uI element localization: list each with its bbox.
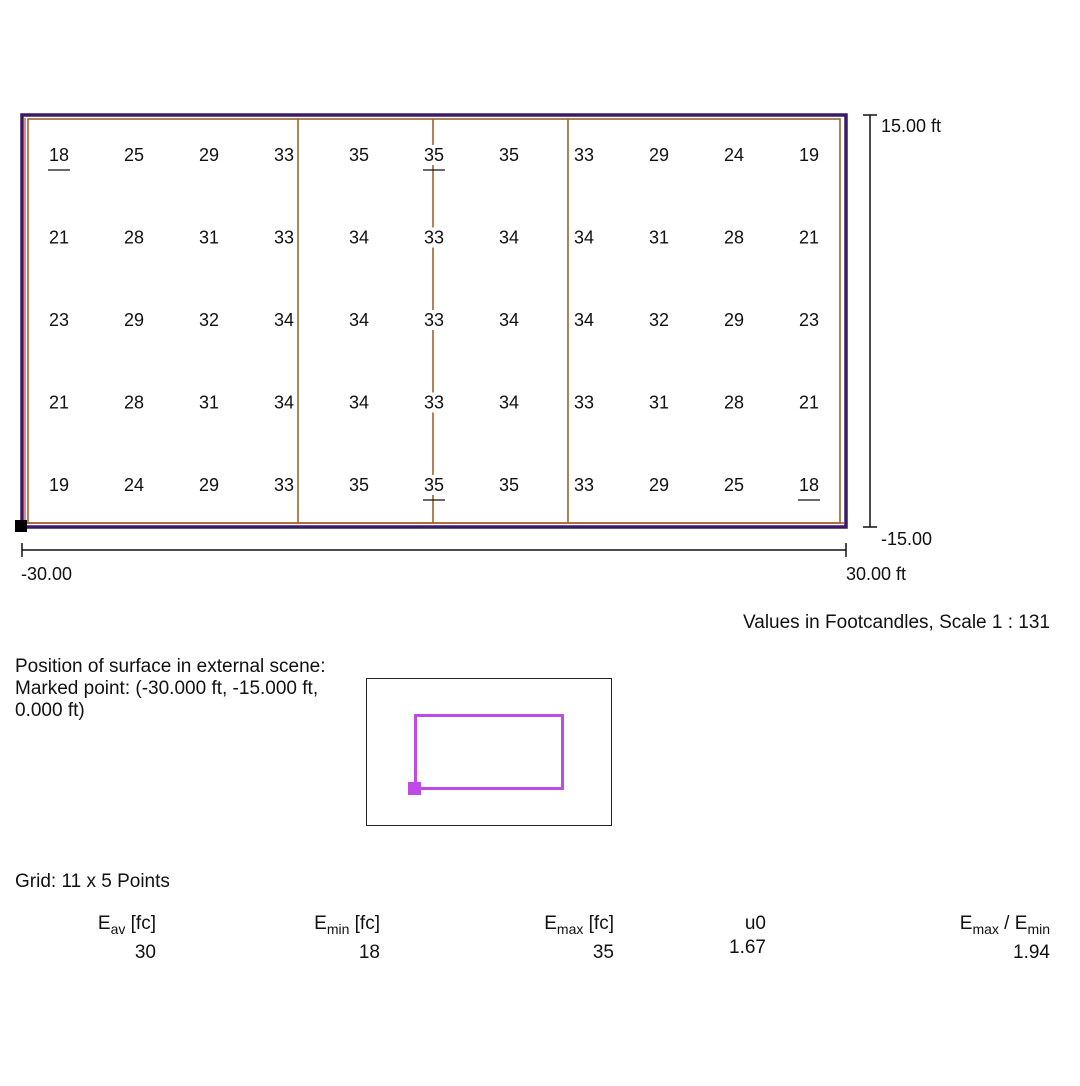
grid-value: 35 [348, 145, 370, 165]
grid-value: 29 [648, 145, 670, 165]
grid-value: 33 [273, 475, 295, 495]
grid-value: 24 [723, 145, 745, 165]
y-axis-bottom-label: -15.00 [881, 529, 933, 549]
stat-emax-value: 35 [592, 941, 614, 963]
grid-values [48, 145, 820, 500]
grid-value: 32 [198, 310, 220, 330]
stat-ratio [960, 912, 1050, 965]
grid-value: 34 [498, 310, 520, 330]
grid-value: 31 [648, 227, 670, 248]
grid-value: 34 [273, 310, 295, 330]
grid-value: 33 [423, 310, 445, 330]
grid-value: 33 [273, 227, 295, 248]
stat-u0 [729, 912, 766, 960]
grid-value: 34 [573, 227, 595, 248]
stat-emax [544, 912, 614, 965]
grid-value: 28 [723, 227, 745, 248]
grid-value: 28 [123, 227, 145, 248]
marked-point-line: Marked point: (-30.000 ft, -15.000 ft, [15, 678, 319, 699]
grid-label: Grid: 11 x 5 Points [15, 871, 170, 892]
grid-value: 29 [123, 310, 145, 330]
grid-value: 19 [798, 145, 820, 165]
stat-eav [98, 912, 156, 965]
grid-value: 31 [198, 227, 220, 248]
grid-value: 33 [573, 392, 595, 413]
stat-ratio-value: 1.94 [1013, 941, 1050, 963]
grid-value: 25 [723, 475, 745, 495]
grid-value: 29 [648, 475, 670, 495]
grid-value: 32 [648, 310, 670, 330]
grid-value: 33 [573, 145, 595, 165]
grid-value: 18 [48, 145, 70, 165]
x-axis-right-label: 30.00 ft [846, 564, 907, 584]
grid-value: 19 [48, 475, 70, 495]
grid-value: 35 [348, 475, 370, 495]
grid-value: 35 [423, 145, 445, 165]
grid-value: 24 [123, 475, 145, 495]
surface-outline [414, 714, 564, 790]
grid-value: 28 [723, 392, 745, 413]
grid-value: 21 [48, 392, 70, 413]
surface-position-info [15, 656, 365, 722]
grid-value: 33 [573, 475, 595, 495]
grid-value: 29 [723, 310, 745, 330]
stat-eav-value: 30 [134, 941, 156, 963]
grid-value: 31 [198, 392, 220, 413]
external-scene-thumbnail [366, 678, 612, 826]
grid-value: 25 [123, 145, 145, 165]
scale-note: Values in Footcandles, Scale 1 : 131 [742, 612, 1050, 633]
grid-value: 23 [798, 310, 820, 330]
grid-value: 29 [198, 145, 220, 165]
grid-value: 34 [498, 227, 520, 248]
marked-point [15, 520, 27, 532]
grid-value: 34 [273, 392, 295, 413]
stat-emin [314, 912, 380, 965]
stat-emax-header: $E_{max}$ [fc] [544, 913, 614, 937]
grid-value: 35 [423, 475, 445, 495]
stat-emin-header: $E_{min}$ [fc] [314, 913, 380, 937]
grid-value: 34 [573, 310, 595, 330]
marked-point-indicator [408, 782, 421, 795]
grid-value: 31 [648, 392, 670, 413]
stat-ratio-header: $E_{max} / E_{min}$ [959, 913, 1050, 937]
y-axis-top-label: 15.00 ft [881, 116, 942, 136]
grid-value: 33 [423, 392, 445, 413]
grid-value: 34 [348, 227, 370, 248]
grid-value: 34 [348, 310, 370, 330]
position-title: Position of surface in external scene: [15, 656, 326, 677]
grid-value: 35 [498, 475, 520, 495]
stat-u0-value: 1.67 [729, 937, 766, 958]
grid-value: 35 [498, 145, 520, 165]
grid-value: 23 [48, 310, 70, 330]
grid-value: 21 [798, 392, 820, 413]
grid-value: 34 [348, 392, 370, 413]
marked-point-line-cont: 0.000 ft) [15, 700, 85, 721]
grid-value: 21 [798, 227, 820, 248]
stat-u0-header: u0 [744, 913, 766, 934]
grid-value: 33 [423, 227, 445, 248]
grid-value: 29 [198, 475, 220, 495]
grid-value: 28 [123, 392, 145, 413]
stat-emin-value: 18 [358, 941, 380, 963]
grid-value: 34 [498, 392, 520, 413]
grid-value: 18 [798, 475, 820, 495]
stat-eav-header: $E_{av}$ [fc] [97, 913, 156, 937]
grid-value: 21 [48, 227, 70, 248]
x-axis-left-label: -30.00 [21, 564, 73, 584]
grid-value: 33 [273, 145, 295, 165]
